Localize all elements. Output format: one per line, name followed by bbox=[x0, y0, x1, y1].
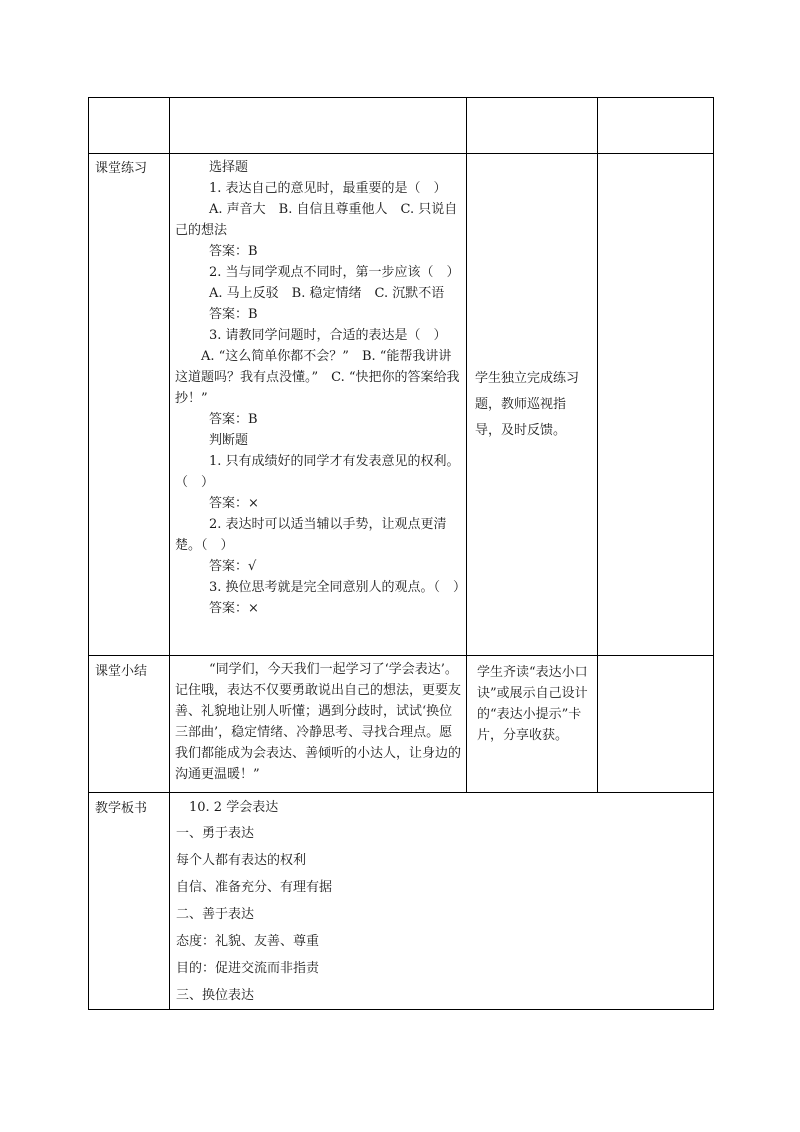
practice-answer: 答案：√ bbox=[209, 559, 257, 574]
practice-answer: 答案：B bbox=[209, 412, 258, 427]
practice-options: A. 声音大 B. 自信且尊重他人 C. 只说自己的想法 bbox=[175, 202, 458, 238]
practice-options: A. “这么简单你都不会？” B. “能帮我讲讲这道题吗？我有点没懂。” C. “快把你的答案给我抄！” bbox=[175, 349, 460, 406]
empty-cell bbox=[89, 98, 170, 154]
practice-answer: 答案：B bbox=[209, 244, 258, 259]
board-line: 一、勇于表达 bbox=[176, 826, 255, 841]
practice-section-heading: 选择题 bbox=[209, 160, 249, 175]
board-title: 10. 2 学会表达 bbox=[189, 800, 279, 815]
summary-label: 课堂小结 bbox=[89, 656, 170, 793]
practice-options: A. 马上反驳 B. 稳定情绪 C. 沉默不语 bbox=[209, 286, 445, 301]
practice-row bbox=[89, 154, 714, 656]
practice-question: 2. 当与同学观点不同时，第一步应该（ ） bbox=[209, 265, 460, 280]
board-row bbox=[89, 793, 714, 1010]
practice-question: 2. 表达时可以适当辅以手势，让观点更清楚。（ ） bbox=[175, 517, 447, 553]
practice-answer: 答案：× bbox=[209, 601, 259, 616]
practice-content bbox=[170, 154, 467, 656]
summary-text: “同学们，今天我们一起学习了‘学会表达’。记住哦，表达不仅要勇敢说出自己的想法，更要友善、礼貌地让别人听懂；遇到分歧时，试试‘换位三部曲’，稳定情绪、冷静思考、寻找合理点。愿我们都能成为会表达、善倾听的小达人，让身边的沟通更温暖！” bbox=[175, 662, 462, 782]
practice-question: 3. 换位思考就是完全同意别人的观点。（ ） bbox=[209, 580, 467, 595]
practice-student-activity: 学生独立完成练习题，教师巡视指导，及时反馈。 bbox=[467, 154, 598, 656]
empty-header-row bbox=[89, 98, 714, 154]
board-line: 每个人都有表达的权利 bbox=[176, 853, 307, 868]
board-line: 三、换位表达 bbox=[176, 988, 255, 1003]
practice-answer: 答案：B bbox=[209, 307, 258, 322]
summary-student-activity: 学生齐读“表达小口诀”或展示自己设计的“表达小提示”卡片，分享收获。 bbox=[467, 656, 598, 793]
practice-question: 1. 表达自己的意见时，最重要的是（ ） bbox=[209, 181, 447, 196]
empty-cell bbox=[598, 154, 714, 656]
practice-question: 3. 请教同学问题时，合适的表达是（ ） bbox=[209, 328, 447, 343]
summary-content bbox=[170, 656, 467, 793]
empty-cell bbox=[598, 656, 714, 793]
board-label: 教学板书 bbox=[89, 793, 170, 1010]
practice-label: 课堂练习 bbox=[89, 154, 170, 656]
board-line: 目的：促进交流而非指责 bbox=[176, 961, 320, 976]
empty-cell bbox=[170, 98, 467, 154]
summary-row bbox=[89, 656, 714, 793]
practice-question: 1. 只有成绩好的同学才有发表意见的权利。（ ） bbox=[175, 454, 460, 490]
empty-cell bbox=[598, 98, 714, 154]
practice-answer: 答案：× bbox=[209, 496, 259, 511]
board-line: 二、善于表达 bbox=[176, 907, 255, 922]
board-line: 自信、准备充分、有理有据 bbox=[176, 880, 333, 895]
empty-cell bbox=[467, 98, 598, 154]
board-line: 态度：礼貌、友善、尊重 bbox=[176, 934, 320, 949]
lesson-plan-table bbox=[88, 97, 714, 1010]
board-content bbox=[170, 793, 714, 1010]
practice-section-heading: 判断题 bbox=[209, 433, 249, 448]
